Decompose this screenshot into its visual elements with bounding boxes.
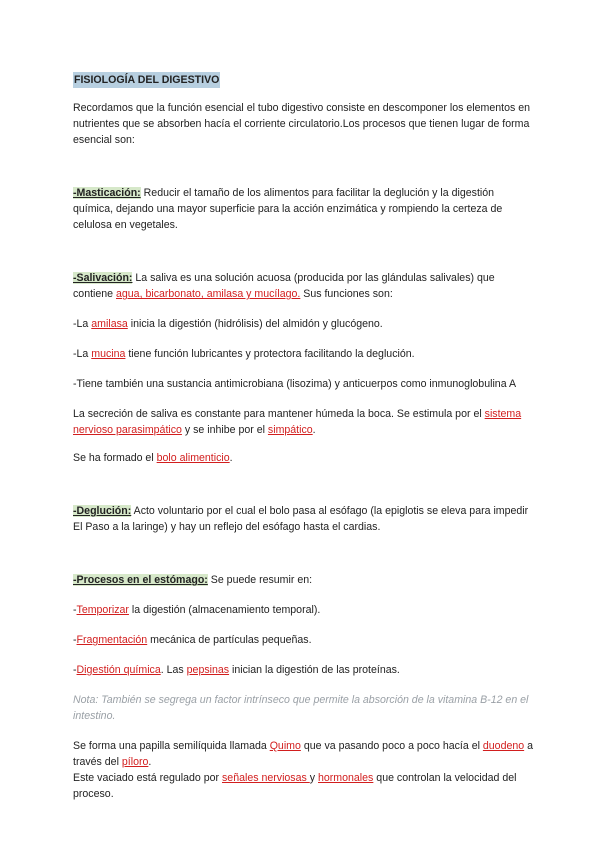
item1-post: la digestión (almacenamiento temporal). xyxy=(128,604,321,616)
duodeno-link[interactable]: duodeno xyxy=(482,740,525,752)
bolo-pre: Se ha formado el xyxy=(73,452,157,464)
intro-paragraph: Recordamos que la función esencial el tubo digestivo consiste en descomponer los elementos en nutrientes que se absorben hacía el corriente circulatorio.Los procesos que tienen lugar de forma esencial son: xyxy=(73,102,530,146)
document-page xyxy=(73,72,533,802)
secrecion-mid: y se inhibe por el xyxy=(181,424,268,436)
quimo-end: . xyxy=(148,756,152,768)
item3-mid: . Las xyxy=(160,664,187,676)
mucina-link[interactable]: mucina xyxy=(91,348,126,360)
masticacion-text: Reducir el tamaño de los alimentos para facilitar la deglución y la digestión química, dejando una mayor superficie para la acción enzimática y rompiendo la certeza de celulosa en vegetales. xyxy=(73,187,503,231)
temporizar-line xyxy=(73,602,533,618)
secrecion-pre: La secreción de saliva es constante para mantener húmeda la boca. Se estimula por el xyxy=(73,408,485,420)
document-title-line xyxy=(73,72,533,88)
deglucion-text: Acto voluntario por el cual el bolo pasa al esófago (la epiglotis se eleva para impedir El Paso a la laringe) y hay un reflejo del esófago hasta el cardias. xyxy=(73,505,529,533)
deglucion-heading: -Deglución: xyxy=(73,505,132,517)
item1-pre: - xyxy=(73,604,77,616)
estomago-heading: -Procesos en el estómago: xyxy=(73,574,208,586)
quimo-mid2: a través del xyxy=(73,740,533,768)
quimo-mid: que va pasando poco a poco hacía el xyxy=(300,740,483,752)
amilasa-pre: -La xyxy=(73,318,92,330)
fragmentacion-line xyxy=(73,632,533,648)
bolo-line xyxy=(73,450,533,466)
amilasa-post: inicia la digestión (hidrólisis) del almidón y glucógeno. xyxy=(127,318,383,330)
estomago-paragraph xyxy=(73,572,533,588)
salivacion-text1: La saliva es una solución acuosa (producida por las glándulas salivales) que contiene xyxy=(73,272,495,300)
deglucion-paragraph xyxy=(73,503,533,535)
masticacion-heading: -Masticación: xyxy=(73,187,141,199)
vaciado-paragraph xyxy=(73,770,533,802)
item2-post: mecánica de partículas pequeñas. xyxy=(147,634,312,646)
vaciado-mid: y xyxy=(309,772,318,784)
antimicrobiana-line: -Tiene también una sustancia antimicrobiana (lisozima) y anticuerpos como inmunoglobulina A xyxy=(73,378,517,390)
mucina-pre: -La xyxy=(73,348,92,360)
document-title: FISIOLOGÍA DEL DIGESTIVO xyxy=(74,74,220,86)
secrecion-paragraph xyxy=(73,406,533,438)
fragmentacion-link[interactable]: Fragmentación xyxy=(76,634,148,646)
masticacion-paragraph xyxy=(73,185,533,233)
digestion-quimica-line xyxy=(73,662,533,678)
estomago-text: Se puede resumir en: xyxy=(207,574,313,586)
secrecion-end: . xyxy=(312,424,316,436)
item3-pre: - xyxy=(73,664,77,676)
salivacion-heading: -Salivación: xyxy=(73,272,133,284)
temporizar-link[interactable]: Temporizar xyxy=(76,604,129,616)
vaciado-pre: Este vaciado está regulado por xyxy=(73,772,222,784)
nerviosas-link[interactable]: señales nerviosas xyxy=(222,772,310,784)
vaciado-post: que controlan la velocidad del proceso. xyxy=(73,772,517,800)
piloro-link[interactable]: píloro xyxy=(121,756,149,768)
mucina-post: tiene función lubricantes y protectora facilitando la deglución. xyxy=(125,348,415,360)
amilasa-link[interactable]: amilasa xyxy=(91,318,128,330)
bolo-link[interactable]: bolo alimenticio xyxy=(156,452,230,464)
amilasa-line xyxy=(73,316,533,332)
item3-post: inician la digestión de las proteínas. xyxy=(229,664,400,676)
quimo-paragraph xyxy=(73,738,533,770)
quimo-link[interactable]: Quimo xyxy=(269,740,301,752)
mucina-line xyxy=(73,346,533,362)
hormonales-link[interactable]: hormonales xyxy=(318,772,374,784)
bolo-post: . xyxy=(229,452,233,464)
digestion-quimica-link[interactable]: Digestión química xyxy=(76,664,161,676)
salivacion-components-link[interactable]: agua, bicarbonato, amilasa y mucílago. xyxy=(116,288,301,300)
simpatico-link[interactable]: simpático xyxy=(267,424,313,436)
note-paragraph: Nota: También se segrega un factor intrínseco que permite la absorción de la vitamina B-12 en el intestino. xyxy=(73,694,529,722)
item2-pre: - xyxy=(73,634,77,646)
pepsinas-link[interactable]: pepsinas xyxy=(186,664,230,676)
salivacion-text2: Sus funciones son: xyxy=(300,288,393,300)
salivacion-paragraph xyxy=(73,270,533,302)
parasimpatico-link[interactable]: sistema nervioso parasimpático xyxy=(73,408,522,436)
quimo-pre: Se forma una papilla semilíquida llamada xyxy=(73,740,270,752)
